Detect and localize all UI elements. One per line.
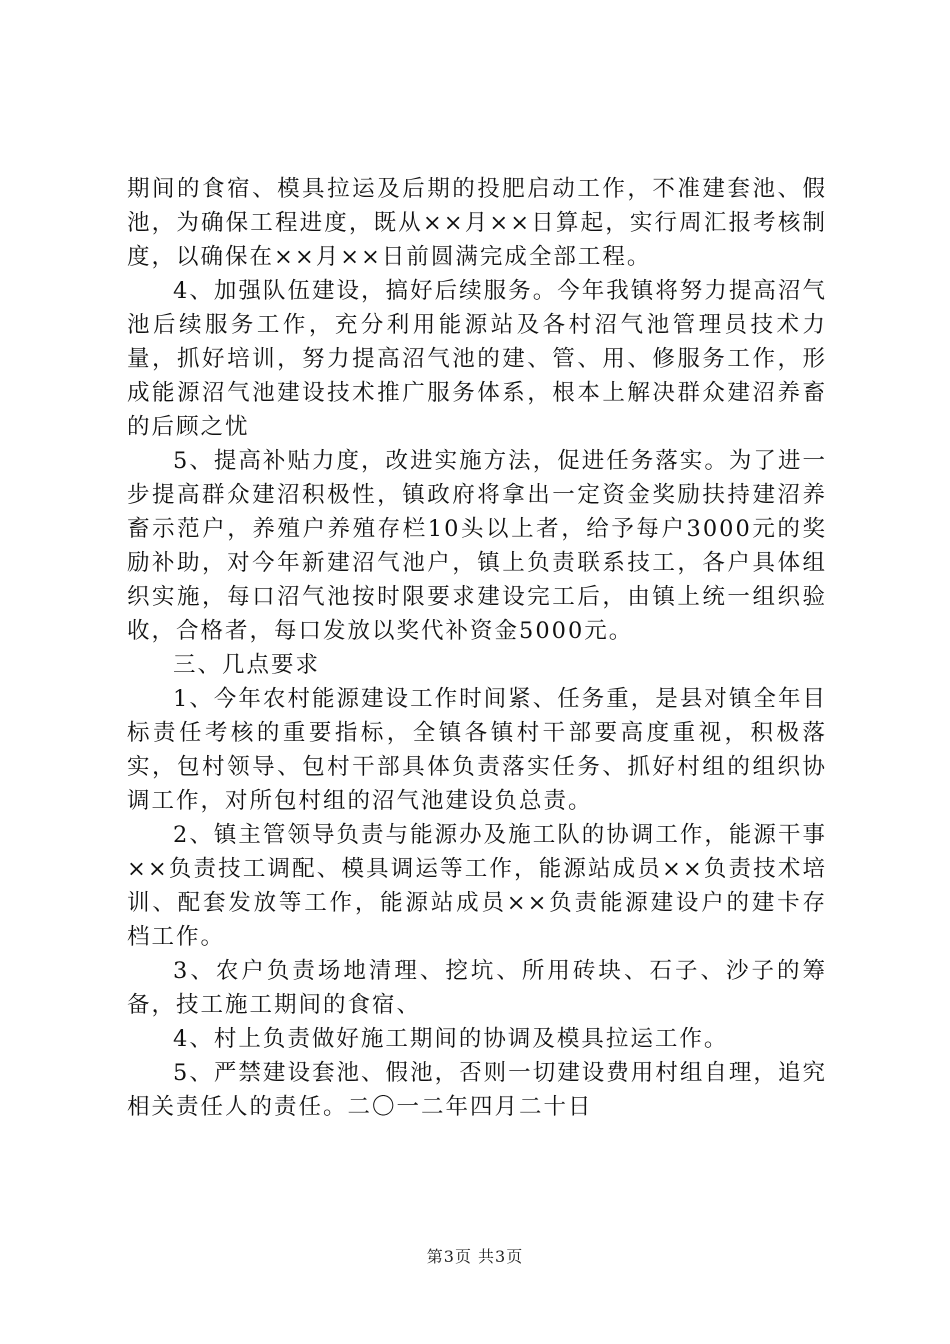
- paragraph-continuation: 期间的食宿、模具拉运及后期的投肥启动工作，不准建套池、假池，为确保工程进度，既从××月××日算起，实行周汇报考核制度，以确保在××月××日前圆满完成全部工程。: [127, 176, 827, 270]
- requirement-item-1: 1、今年农村能源建设工作时间紧、任务重，是县对镇全年目标责任考核的重要指标，全镇各镇村干部要高度重视，积极落实，包村领导、包村干部具体负责落实任务、抓好村组的组织协调工作，对所包村组的沼气池建设负总责。: [127, 686, 827, 814]
- requirement-item-5: 5、严禁建设套池、假池，否则一切建设费用村组自理，追究相关责任人的责任。二〇一二年四月二十日: [127, 1060, 827, 1120]
- paragraph-item-5: 5、提高补贴力度，改进实施方法，促进任务落实。为了进一步提高群众建沼积极性，镇政府将拿出一定资金奖励扶持建沼养畜示范户，养殖户养殖存栏10头以上者，给予每户3000元的奖励补助，对今年新建沼气池户，镇上负责联系技工，各户具体组织实施，每口沼气池按时限要求建设完工后，由镇上统一组织验收，合格者，每口发放以奖代补资金5000元。: [127, 448, 827, 644]
- requirement-item-2: 2、镇主管领导负责与能源办及施工队的协调工作，能源干事××负责技工调配、模具调运等工作，能源站成员××负责技术培训、配套发放等工作，能源站成员××负责能源建设户的建卡存档工作。: [127, 822, 827, 950]
- page-number-footer: 第3页 共3页: [426, 1247, 524, 1266]
- paragraph-item-4: 4、加强队伍建设，搞好后续服务。今年我镇将努力提高沼气池后续服务工作，充分利用能源站及各村沼气池管理员技术力量，抓好培训，努力提高沼气池的建、管、用、修服务工作，形成能源沼气池建设技术推广服务体系，根本上解决群众建沼养畜的后顾之忧: [127, 278, 827, 440]
- section-heading-requirements: 三、几点要求: [173, 652, 321, 678]
- document-body: [127, 172, 827, 1124]
- requirement-item-3: 3、农户负责场地清理、挖坑、所用砖块、石子、沙子的筹备，技工施工期间的食宿、: [127, 958, 827, 1018]
- requirement-item-4: 4、村上负责做好施工期间的协调及模具拉运工作。: [173, 1026, 729, 1052]
